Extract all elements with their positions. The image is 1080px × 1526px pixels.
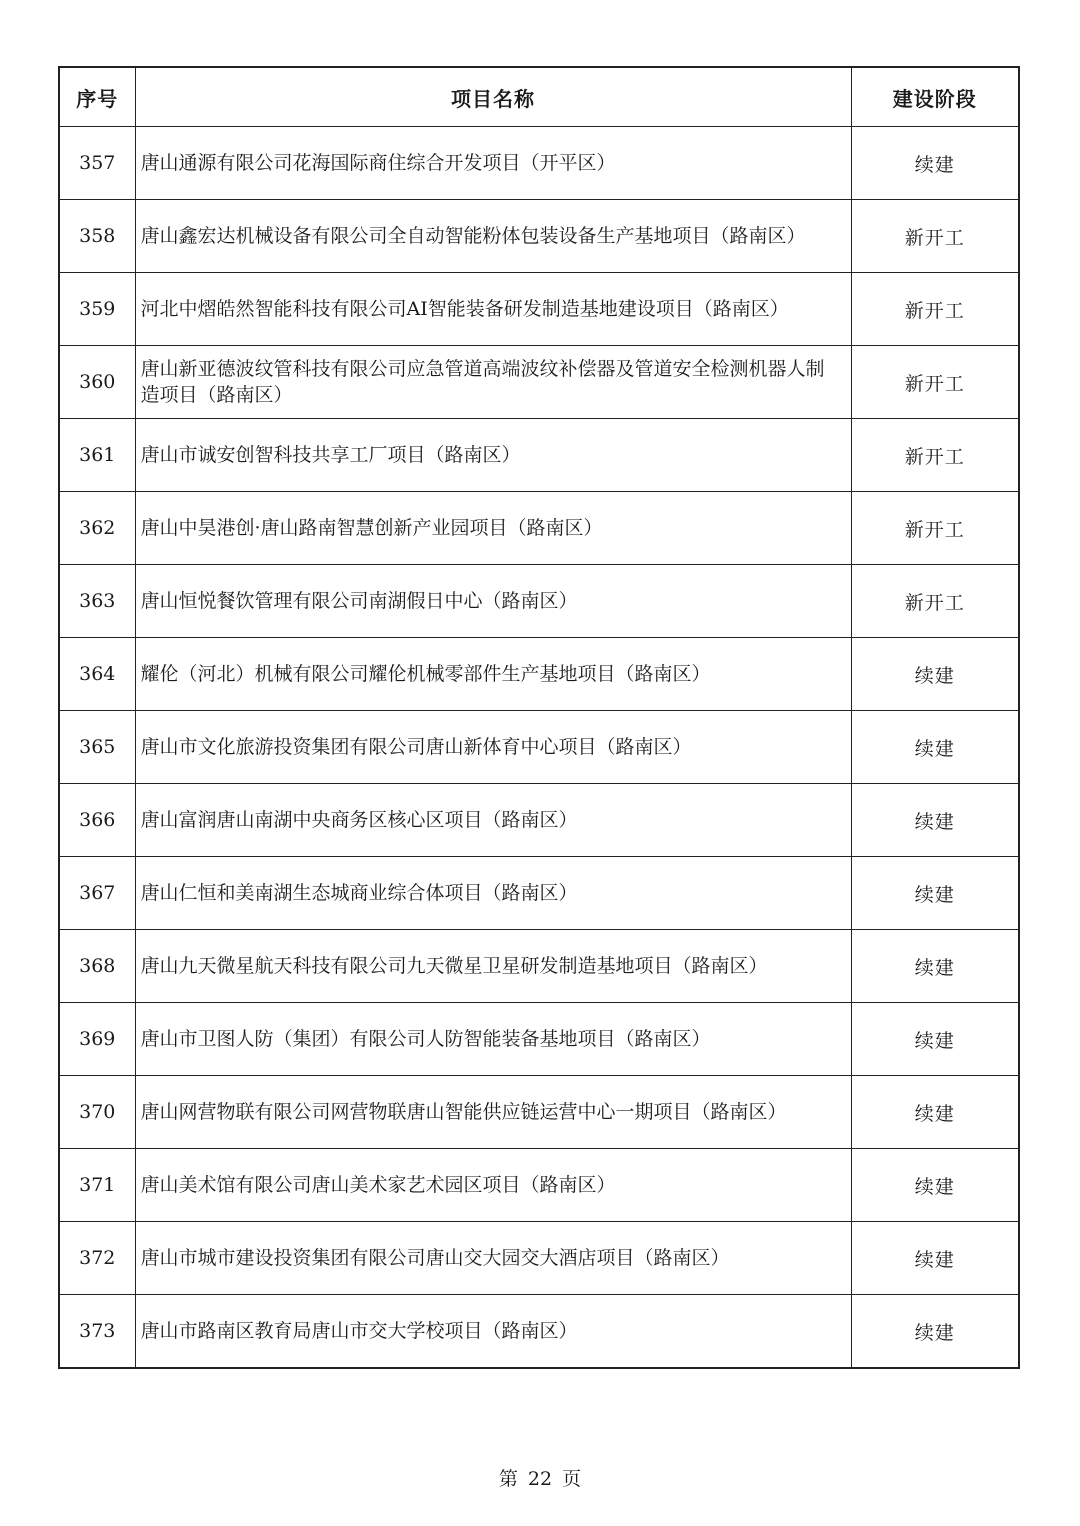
- project-name-cell: 唐山新亚德波纹管科技有限公司应急管道高端波纹补偿器及管道安全检测机器人制造项目（路南区）: [135, 346, 851, 419]
- table-row: [59, 200, 1019, 273]
- page-number: 第 22 页: [498, 1468, 582, 1490]
- table-body: [59, 127, 1019, 1369]
- project-name-cell: 唐山鑫宏达机械设备有限公司全自动智能粉体包装设备生产基地项目（路南区）: [135, 200, 851, 273]
- project-table: [58, 66, 1020, 1369]
- project-name-cell: 唐山九天微星航天科技有限公司九天微星卫星研发制造基地项目（路南区）: [135, 930, 851, 1003]
- project-name-cell: 唐山市卫图人防（集团）有限公司人防智能装备基地项目（路南区）: [135, 1003, 851, 1076]
- table-row: [59, 1003, 1019, 1076]
- serial-number-cell: 369: [59, 1003, 135, 1076]
- header-project-name: 项目名称: [135, 67, 851, 127]
- header-serial-number: 序号: [59, 67, 135, 127]
- construction-stage-cell: 续建: [851, 857, 1019, 930]
- table-row: [59, 1076, 1019, 1149]
- table-row: [59, 1222, 1019, 1295]
- table-row: [59, 930, 1019, 1003]
- project-name-cell: 耀伦（河北）机械有限公司耀伦机械零部件生产基地项目（路南区）: [135, 638, 851, 711]
- construction-stage-cell: 续建: [851, 784, 1019, 857]
- serial-number-cell: 372: [59, 1222, 135, 1295]
- construction-stage-cell: 续建: [851, 930, 1019, 1003]
- project-name-cell: 唐山富润唐山南湖中央商务区核心区项目（路南区）: [135, 784, 851, 857]
- construction-stage-cell: 新开工: [851, 200, 1019, 273]
- table-row: [59, 711, 1019, 784]
- table-row: [59, 565, 1019, 638]
- construction-stage-cell: 新开工: [851, 273, 1019, 346]
- serial-number-cell: 371: [59, 1149, 135, 1222]
- serial-number-cell: 359: [59, 273, 135, 346]
- serial-number-cell: 370: [59, 1076, 135, 1149]
- construction-stage-cell: 新开工: [851, 565, 1019, 638]
- table-row: [59, 273, 1019, 346]
- serial-number-cell: 360: [59, 346, 135, 419]
- header-construction-stage: 建设阶段: [851, 67, 1019, 127]
- table-row: [59, 492, 1019, 565]
- project-name-cell: 河北中熠皓然智能科技有限公司AI智能装备研发制造基地建设项目（路南区）: [135, 273, 851, 346]
- project-name-cell: 唐山市诚安创智科技共享工厂项目（路南区）: [135, 419, 851, 492]
- table-row: [59, 857, 1019, 930]
- project-name-cell: 唐山通源有限公司花海国际商住综合开发项目（开平区）: [135, 127, 851, 200]
- serial-number-cell: 364: [59, 638, 135, 711]
- project-name-cell: 唐山市文化旅游投资集团有限公司唐山新体育中心项目（路南区）: [135, 711, 851, 784]
- project-name-cell: 唐山网营物联有限公司网营物联唐山智能供应链运营中心一期项目（路南区）: [135, 1076, 851, 1149]
- construction-stage-cell: 新开工: [851, 346, 1019, 419]
- construction-stage-cell: 新开工: [851, 492, 1019, 565]
- project-name-cell: 唐山市城市建设投资集团有限公司唐山交大园交大酒店项目（路南区）: [135, 1222, 851, 1295]
- construction-stage-cell: 续建: [851, 638, 1019, 711]
- serial-number-cell: 358: [59, 200, 135, 273]
- serial-number-cell: 366: [59, 784, 135, 857]
- table-row: [59, 419, 1019, 492]
- construction-stage-cell: 续建: [851, 1003, 1019, 1076]
- construction-stage-cell: 续建: [851, 1149, 1019, 1222]
- serial-number-cell: 373: [59, 1295, 135, 1369]
- serial-number-cell: 357: [59, 127, 135, 200]
- project-name-cell: 唐山中昊港创·唐山路南智慧创新产业园项目（路南区）: [135, 492, 851, 565]
- table-row: [59, 127, 1019, 200]
- construction-stage-cell: 新开工: [851, 419, 1019, 492]
- serial-number-cell: 367: [59, 857, 135, 930]
- serial-number-cell: 368: [59, 930, 135, 1003]
- table-header: [59, 67, 1019, 127]
- project-name-cell: 唐山恒悦餐饮管理有限公司南湖假日中心（路南区）: [135, 565, 851, 638]
- project-name-cell: 唐山美术馆有限公司唐山美术家艺术园区项目（路南区）: [135, 1149, 851, 1222]
- construction-stage-cell: 续建: [851, 1076, 1019, 1149]
- serial-number-cell: 363: [59, 565, 135, 638]
- serial-number-cell: 362: [59, 492, 135, 565]
- table-row: [59, 1295, 1019, 1369]
- serial-number-cell: 365: [59, 711, 135, 784]
- table-row: [59, 784, 1019, 857]
- construction-stage-cell: 续建: [851, 711, 1019, 784]
- header-row: [59, 67, 1019, 127]
- serial-number-cell: 361: [59, 419, 135, 492]
- table-row: [59, 638, 1019, 711]
- project-name-cell: 唐山市路南区教育局唐山市交大学校项目（路南区）: [135, 1295, 851, 1369]
- project-name-cell: 唐山仁恒和美南湖生态城商业综合体项目（路南区）: [135, 857, 851, 930]
- table-row: [59, 1149, 1019, 1222]
- construction-stage-cell: 续建: [851, 127, 1019, 200]
- construction-stage-cell: 续建: [851, 1222, 1019, 1295]
- table-row: [59, 346, 1019, 419]
- construction-stage-cell: 续建: [851, 1295, 1019, 1369]
